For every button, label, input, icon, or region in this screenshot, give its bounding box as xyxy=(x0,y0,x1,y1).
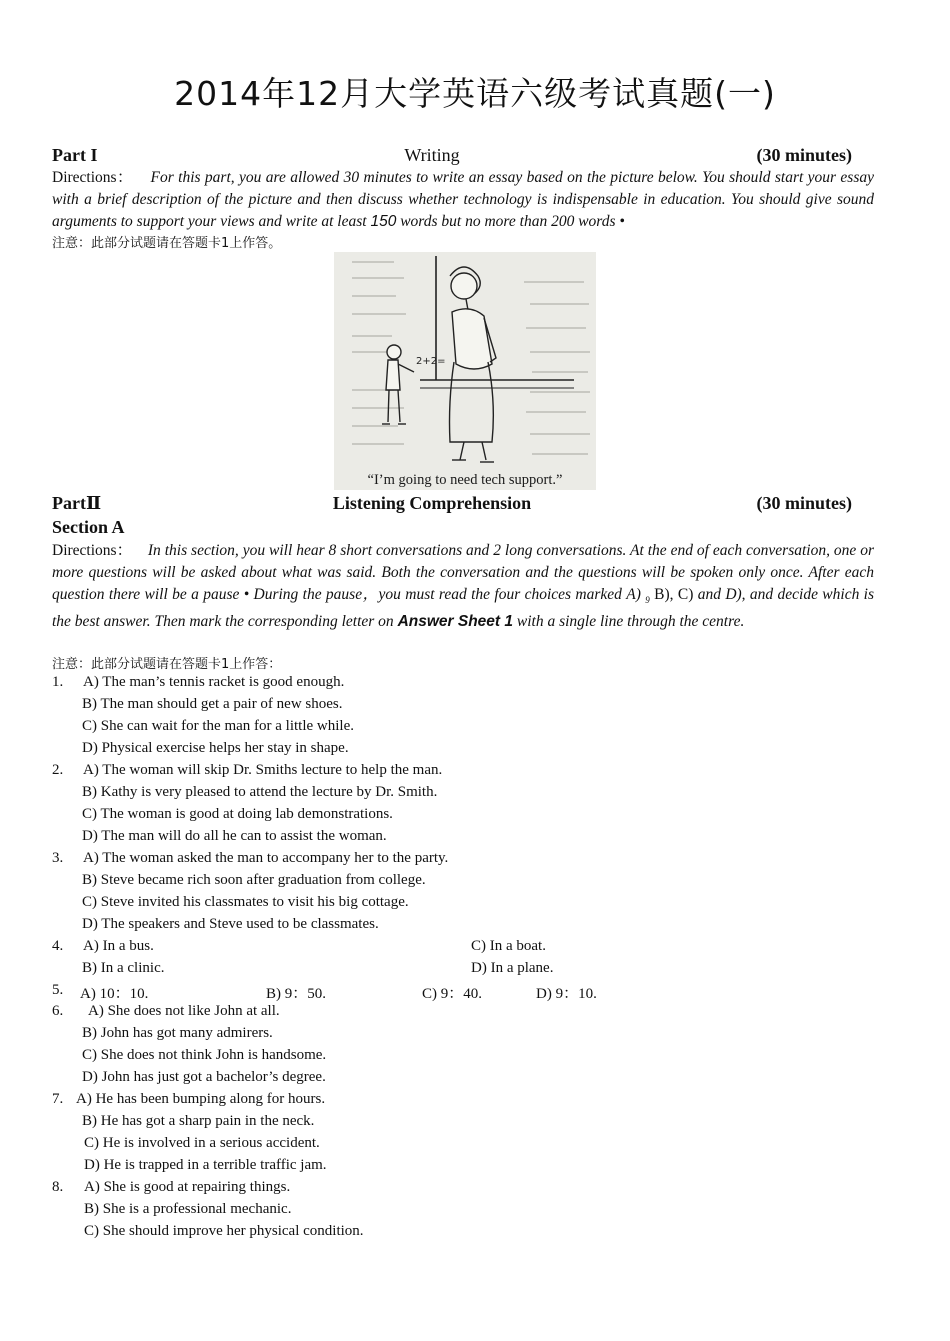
question-number: 7. xyxy=(52,1091,64,1107)
option-b: B) 9：50. xyxy=(266,986,327,1002)
option-c: C) He is involved in a serious accident. xyxy=(84,1135,320,1151)
directions-text: In this section, you will hear 8 short conversations and 2 long conversations. At the end of each conversation, one or more questions will be asked about what was said. Both the conversation and the questions will be spoken only once. After each question there will be a pause • During the pause，you must read the four choices marked xyxy=(52,542,874,603)
option-b: B) In a clinic. xyxy=(82,960,165,976)
option-b: B) Kathy is very pleased to attend the lecture by Dr. Smith. xyxy=(82,784,438,800)
option-d: D) He is trapped in a terrible traffic jam. xyxy=(84,1157,327,1173)
section-a-heading: Section A xyxy=(52,517,125,537)
option-d: D) 9：10. xyxy=(536,986,597,1002)
option-a: A) The woman asked the man to accompany her to the party. xyxy=(83,850,449,866)
option-a: A) The man’s tennis racket is good enough. xyxy=(83,674,345,690)
question-number: 6. xyxy=(52,1003,64,1019)
option-b: B) The man should get a pair of new shoes. xyxy=(82,696,343,712)
part2-time: (30 minutes) xyxy=(756,493,852,513)
option-a: A) He has been bumping along for hours. xyxy=(76,1091,326,1107)
choice-a-mark: A) xyxy=(626,586,641,603)
option-c: C) She can wait for the man for a little while. xyxy=(82,718,354,734)
option-b: B) He has got a sharp pain in the neck. xyxy=(82,1113,315,1129)
option-b: B) John has got many admirers. xyxy=(82,1025,273,1041)
directions-and-d: and D), and decide which is the best answer. Then mark the corresponding letter on xyxy=(52,586,875,631)
part2-header xyxy=(52,493,852,517)
min-words: 150 xyxy=(370,213,397,230)
question-number: 2. xyxy=(52,762,64,778)
part1-time: (30 minutes) xyxy=(756,145,852,165)
part2-directions xyxy=(52,540,874,633)
part2-label: PartⅡ xyxy=(52,493,102,513)
option-c: C) She should improve her physical condition. xyxy=(84,1223,364,1239)
option-a: A) In a bus. xyxy=(83,938,154,954)
cartoon-caption: “I’m going to need tech support.” xyxy=(367,472,563,488)
option-d: D) The man will do all he can to assist the woman. xyxy=(82,828,387,844)
page-title: 2014年12月大学英语六级考试真题(一) xyxy=(174,74,776,113)
question-number: 1. xyxy=(52,674,64,690)
option-c: C) The woman is good at doing lab demonstrations. xyxy=(82,806,393,822)
directions-label: Directions： xyxy=(52,542,133,559)
part2-name: Listening Comprehension xyxy=(332,493,532,513)
footnote-mark: 9 xyxy=(645,595,650,606)
part1-note: 注意：此部分试题请在答题卡1上作答。 xyxy=(52,236,282,251)
question-number: 8. xyxy=(52,1179,64,1195)
option-c: C) In a boat. xyxy=(471,938,546,954)
directions-tail: words but no more than 200 words • xyxy=(400,213,625,230)
option-d: D) In a plane. xyxy=(471,960,554,976)
question-number: 4. xyxy=(52,938,64,954)
directions-tail: with a single line through the centre. xyxy=(516,613,745,631)
option-c: C) 9：40. xyxy=(422,986,483,1002)
question-number: 3. xyxy=(52,850,64,866)
part1-header xyxy=(52,145,852,169)
part1-label: Part I xyxy=(52,145,98,165)
option-d: D) Physical exercise helps her stay in shape. xyxy=(82,740,349,756)
option-b: B) Steve became rich soon after graduation from college. xyxy=(82,872,426,888)
part1-name: Writing xyxy=(404,145,460,165)
option-d: D) John has just got a bachelor’s degree. xyxy=(82,1069,326,1085)
option-a: A) She does not like John at all. xyxy=(88,1003,280,1019)
board-equation: 2+2= xyxy=(416,356,446,367)
option-d: D) The speakers and Steve used to be classmates. xyxy=(82,916,379,932)
option-c: C) She does not think John is handsome. xyxy=(82,1047,327,1063)
option-a: A) She is good at repairing things. xyxy=(84,1179,291,1195)
option-c: C) Steve invited his classmates to visit his big cottage. xyxy=(82,894,409,910)
part1-directions xyxy=(52,167,874,233)
cartoon-image xyxy=(334,252,596,490)
option-a: A) 10：10. xyxy=(80,986,149,1002)
option-a: A) The woman will skip Dr. Smiths lecture to help the man. xyxy=(83,762,443,778)
choice-rest: B), C) xyxy=(654,586,694,603)
question-number: 5. xyxy=(52,982,64,998)
part2-note: 注意：此部分试题请在答题卡1上作答： xyxy=(52,657,282,672)
answer-sheet-label: Answer Sheet 1 xyxy=(397,613,513,631)
directions-label: Directions： xyxy=(52,169,134,186)
directions-text: For this part, you are allowed 30 minutes to write an essay based on the picture below. You should start your essay with a brief description of the picture and then discuss whether technology is indispensable in education. You should give sound arguments to support your views and write at least xyxy=(52,169,875,230)
option-b: B) She is a professional mechanic. xyxy=(84,1201,292,1217)
